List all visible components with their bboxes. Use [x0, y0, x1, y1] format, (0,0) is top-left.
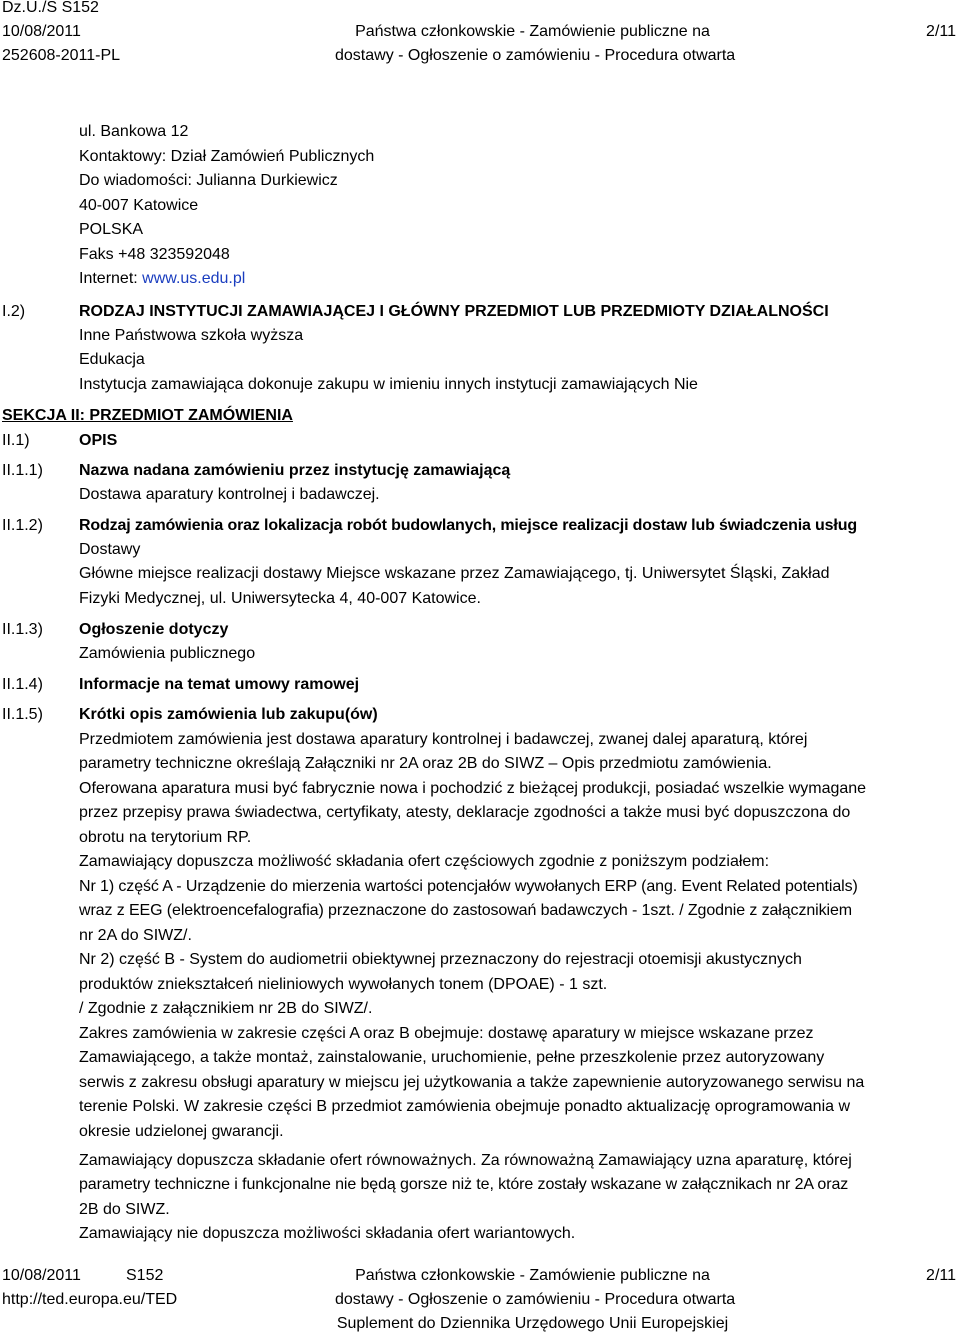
section-ii15-line: / Zgodnie z załącznikiem nr 2B do SIWZ/. [79, 1000, 373, 1017]
section-i2-line: Inne Państwowa szkoła wyższa [79, 327, 304, 344]
footer-date: 10/08/2011 [2, 1267, 81, 1284]
section-ii15-line: Zamawiającego, a także montaż, zainstalowanie, uruchomienie, pełne przeszkolenie przez autoryzowany [79, 1049, 825, 1066]
address-fax: Faks +48 323592048 [79, 246, 230, 263]
address-attention: Do wiadomości: Julianna Durkiewicz [79, 172, 338, 189]
section-ii15-line: Zamawiający dopuszcza możliwość składania ofert częściowych zgodnie z poniższym podziałem: [79, 853, 770, 870]
section-ii1-number: II.1) [2, 432, 30, 449]
section-ii-heading: SEKCJA II: PRZEDMIOT ZAMÓWIENIA [2, 407, 293, 424]
section-ii15-heading: Krótki opis zamówienia lub zakupu(ów) [79, 706, 378, 723]
section-ii15-line: okresie udzielonej gwarancji. [79, 1123, 284, 1140]
section-i2-line: Edukacja [79, 351, 145, 368]
header-reference: 252608-2011-PL [2, 47, 121, 64]
section-ii15-line: parametry techniczne określają Załączniki nr 2A oraz 2B do SIWZ – Opis przedmiotu zamówienia. [79, 755, 772, 772]
footer-page-number: 2/11 [926, 1267, 956, 1284]
section-i2-heading: RODZAJ INSTYTUCJI ZAMAWIAJĄCEJ I GŁÓWNY PRZEDMIOT LUB PRZEDMIOTY DZIAŁALNOŚCI [79, 303, 829, 320]
section-ii15-line: Oferowana aparatura musi być fabrycznie nowa i pochodzić z bieżącej produkcji, posiadać wszelkie wymagane [79, 780, 867, 797]
header-date: 10/08/2011 [2, 23, 81, 40]
section-ii13-heading: Ogłoszenie dotyczy [79, 621, 229, 638]
header-title-line-2: dostawy - Ogłoszenie o zamówieniu - Procedura otwarta [335, 47, 736, 64]
section-ii15-line: produktów zniekształceń nieliniowych wywołanych tonem (DPOAE) - 1 szt. [79, 976, 608, 993]
section-ii12-line: Główne miejsce realizacji dostawy Miejsce wskazane przez Zamawiającego, tj. Uniwersytet Śląski, Zakład [79, 565, 830, 582]
section-ii15-line: przez przepisy prawa świadectwa, certyfikaty, atesty, deklaracje zgodności a także musi być dopuszczona do [79, 804, 851, 821]
section-ii15-line: wraz z EEG (elektroencefalografia) przeznaczone do zastosowań badawczych - 1szt. / Zgodnie z załącznikiem [79, 902, 852, 919]
header-title-line-1: Państwa członkowskie - Zamówienie publiczne na [355, 23, 710, 40]
section-ii12-line: Fizyki Medycznej, ul. Uniwersytecka 4, 40-007 Katowice. [79, 590, 481, 607]
section-ii15-line: Nr 1) część A - Urządzenie do mierzenia wartości potencjałów wywołanych ERP (ang. Event Related potentials) [79, 878, 858, 895]
header-journal: Dz.U./S S152 [2, 0, 99, 16]
section-ii11-number: II.1.1) [2, 462, 43, 479]
section-i2-number: I.2) [2, 303, 26, 320]
section-ii13-number: II.1.3) [2, 621, 43, 638]
section-ii13-line: Zamówienia publicznego [79, 645, 256, 662]
section-ii11-heading: Nazwa nadana zamówieniu przez instytucję zamawiającą [79, 462, 511, 479]
section-ii15-line: 2B do SIWZ. [79, 1201, 170, 1218]
footer-journal: S152 [126, 1267, 164, 1284]
address-city: 40-007 Katowice [79, 197, 199, 214]
section-ii15-line: Zakres zamówienia w zakresie części A oraz B obejmuje: dostawę aparatury w miejsce wskazane przez [79, 1025, 814, 1042]
section-ii15-line: nr 2A do SIWZ/. [79, 927, 192, 944]
section-ii15-line: parametry techniczne i funkcjonalne nie będą gorsze niż te, które zostały wskazane w załącznikach nr 2A oraz [79, 1176, 849, 1193]
section-ii14-number: II.1.4) [2, 676, 43, 693]
section-ii11-line: Dostawa aparatury kontrolnej i badawczej. [79, 486, 380, 503]
section-ii14-heading: Informacje na temat umowy ramowej [79, 676, 360, 693]
address-internet [79, 267, 245, 291]
section-ii1-heading: OPIS [79, 432, 118, 449]
internet-label: Internet: [79, 270, 143, 287]
footer-title-line-2: dostawy - Ogłoszenie o zamówieniu - Procedura otwarta [335, 1291, 736, 1308]
section-ii15-line: Nr 2) część B - System do audiometrii obiektywnej przeznaczony do rejestracji otoemisji akustycznych [79, 951, 802, 968]
section-ii15-line: Zamawiający dopuszcza składanie ofert równoważnych. Za równoważną Zamawiający uzna aparaturę, której [79, 1152, 852, 1169]
section-ii15-line: Zamawiający nie dopuszcza możliwości składania ofert wariantowych. [79, 1225, 576, 1242]
section-ii15-line: terenie Polski. W zakresie części B przedmiot zamówienia obejmuje ponadto aktualizację oprogramowania w [79, 1098, 851, 1115]
section-ii15-number: II.1.5) [2, 706, 43, 723]
footer-title-line-1: Państwa członkowskie - Zamówienie publiczne na [355, 1267, 710, 1284]
section-ii12-line: Dostawy [79, 541, 141, 558]
address-country: POLSKA [79, 221, 144, 238]
header-page-number: 2/11 [926, 23, 956, 40]
section-ii15-line: Przedmiotem zamówienia jest dostawa aparatury kontrolnej i badawczej, zwanej dalej aparaturą, której [79, 731, 808, 748]
section-i2-line: Instytucja zamawiająca dokonuje zakupu w imieniu innych instytucji zamawiających Nie [79, 376, 698, 393]
section-ii12-number: II.1.2) [2, 517, 43, 534]
footer-title-line-3: Suplement do Dziennika Urzędowego Unii Europejskiej [336, 1315, 729, 1332]
section-ii15-line: obrotu na terytorium RP. [79, 829, 252, 846]
section-ii15-line: serwis z zakresu obsługi aparatury w miejscu jej użytkowania a także zapewnienie autoryzowanego serwisu na [79, 1074, 865, 1091]
internet-link[interactable]: www.us.edu.pl [142, 270, 246, 287]
section-ii12-heading: Rodzaj zamówienia oraz lokalizacja robót budowlanych, miejsce realizacji dostaw lub świadczenia usług [79, 517, 857, 534]
address-street: ul. Bankowa 12 [79, 123, 189, 140]
address-contact: Kontaktowy: Dział Zamówień Publicznych [79, 148, 375, 165]
footer-url[interactable]: http://ted.europa.eu/TED [2, 1291, 178, 1308]
